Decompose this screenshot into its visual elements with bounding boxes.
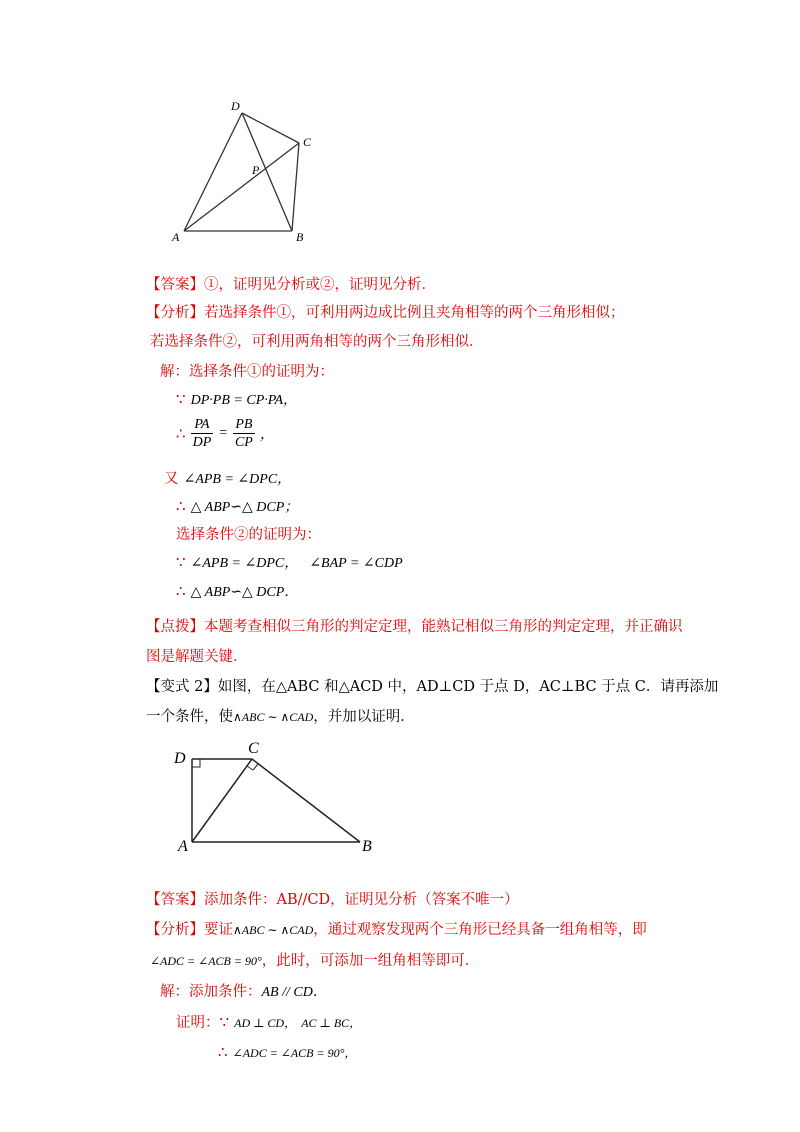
point-text-1: 本题考查相似三角形的判定定理，能熟记相似三角形的判定定理，并正确识 bbox=[204, 619, 683, 635]
step-5b-math: ∠BAP = ∠CDP bbox=[309, 556, 403, 571]
answer-tag: 【答案】 bbox=[146, 277, 204, 293]
segment-AC bbox=[192, 759, 252, 842]
label-B: B bbox=[296, 230, 304, 244]
variant-line-1: 【变式 2】如图，在△ABC 和△ACD 中，AD⊥CD 于点 D，AC⊥BC 于点 C．请再添加 bbox=[146, 679, 719, 695]
comma: ， bbox=[349, 1016, 362, 1030]
step-2 bbox=[176, 416, 274, 451]
diagonal-AC bbox=[184, 143, 299, 231]
equals-sign: = bbox=[218, 425, 228, 441]
analysis-2-line-2 bbox=[150, 951, 479, 971]
analysis-2-line-1 bbox=[146, 920, 647, 940]
solution-2-label: 解：添加条件： bbox=[160, 984, 262, 1000]
step-5a-math: ∠APB = ∠DPC， bbox=[190, 556, 299, 571]
answer-2-line bbox=[146, 890, 519, 910]
comma: ， bbox=[259, 427, 274, 443]
step-1-math: DP·PB = CP·PA， bbox=[190, 393, 298, 408]
segment-CB bbox=[252, 759, 360, 842]
fraction-numerator: PB bbox=[233, 416, 255, 434]
fraction-denominator: DP bbox=[192, 435, 212, 450]
label-A: A bbox=[178, 838, 188, 855]
label-D: D bbox=[174, 750, 186, 767]
proof-line-1 bbox=[176, 1012, 361, 1033]
step-1 bbox=[176, 389, 297, 409]
analysis-line-1 bbox=[146, 303, 625, 323]
therefore-symbol: ∴ bbox=[218, 1043, 228, 1061]
solution-intro: 解：选择条件①的证明为： bbox=[160, 364, 334, 380]
comma: ， bbox=[284, 1016, 297, 1030]
variant-text-a: 一个条件，使 bbox=[146, 709, 233, 725]
point-line-1 bbox=[146, 617, 683, 637]
variant-math: ∧ABC ∼ ∧CAD bbox=[233, 710, 314, 724]
analysis-2-tag: 【分析】 bbox=[146, 922, 204, 938]
solution-2-end: ． bbox=[312, 984, 328, 1000]
because-symbol: ∵ bbox=[219, 1013, 230, 1031]
analysis-2-text-c: ，此时，可添加一组角相等即可． bbox=[261, 953, 480, 969]
fraction-denominator: CP bbox=[234, 435, 253, 450]
also-label: 又 bbox=[164, 471, 179, 487]
proof-2-math: ∠ADC = ∠ACB = 90° bbox=[232, 1046, 345, 1060]
proof-line-2 bbox=[218, 1042, 356, 1061]
because-symbol: ∵ bbox=[176, 390, 186, 408]
therefore-symbol: ∴ bbox=[176, 582, 186, 600]
label-B: B bbox=[362, 838, 372, 855]
label-C: C bbox=[248, 740, 259, 757]
analysis-2-text-b: ，通过观察发现两个三角形已经具备一组角相等，即 bbox=[313, 922, 647, 938]
step-5 bbox=[176, 552, 403, 572]
proof-1b-math: AC ⊥ BC bbox=[301, 1016, 350, 1030]
answer-2-tag: 【答案】 bbox=[146, 892, 204, 908]
step-3 bbox=[164, 468, 291, 489]
segment-CB bbox=[292, 143, 299, 231]
step-6-math: △ ABP∽△ DCP． bbox=[190, 585, 299, 600]
label-P: P bbox=[252, 163, 260, 177]
analysis-2-math-2: ∠ADC = ∠ACB = 90° bbox=[150, 954, 262, 968]
step-6 bbox=[176, 581, 298, 601]
step-3-math: ∠APB = ∠DPC， bbox=[183, 472, 292, 487]
answer-text: ①，证明见分析或②，证明见分析． bbox=[204, 277, 436, 293]
point-line-2: 图是解题关键． bbox=[146, 649, 248, 665]
segment-DC bbox=[242, 113, 299, 143]
therefore-symbol: ∴ bbox=[176, 497, 186, 515]
answer-line bbox=[146, 275, 436, 295]
variant-text-b: ，并加以证明． bbox=[313, 709, 415, 725]
figure-right-triangles bbox=[170, 735, 385, 860]
step-4-math: △ ABP∽△ DCP； bbox=[190, 500, 299, 515]
analysis-text-1: 若选择条件①，可利用两边成比例且夹角相等的两个三角形相似； bbox=[204, 305, 625, 321]
fraction-pb-cp bbox=[233, 416, 255, 451]
variant-line-2 bbox=[146, 707, 415, 727]
solution-2-line bbox=[160, 982, 327, 1003]
because-symbol: ∵ bbox=[176, 553, 186, 571]
proof-1a-math: AD ⊥ CD bbox=[234, 1016, 285, 1030]
figure-quadrilateral bbox=[160, 95, 330, 250]
analysis-2-math: ∧ABC ∼ ∧CAD bbox=[233, 923, 314, 937]
answer-2-text: 添加条件：AB//CD，证明见分析（答案不唯一） bbox=[204, 892, 519, 908]
label-D: D bbox=[231, 99, 240, 113]
label-C: C bbox=[303, 135, 312, 149]
proof-label: 证明： bbox=[176, 1015, 220, 1031]
step-4 bbox=[176, 496, 298, 516]
solution-2-intro: 选择条件②的证明为： bbox=[176, 527, 321, 543]
solution-2-math: AB // CD bbox=[261, 985, 313, 1000]
fraction-pa-dp bbox=[191, 416, 214, 451]
analysis-tag: 【分析】 bbox=[146, 305, 204, 321]
analysis-line-2: 若选择条件②，可利用两角相等的两个三角形相似． bbox=[150, 334, 484, 350]
fraction-numerator: PA bbox=[191, 416, 214, 434]
segment-AD bbox=[184, 113, 242, 231]
label-A: A bbox=[172, 230, 180, 244]
therefore-symbol: ∴ bbox=[176, 424, 186, 443]
point-tag: 【点拨】 bbox=[146, 619, 204, 635]
comma: ， bbox=[344, 1046, 357, 1060]
right-angle-mark-D bbox=[192, 759, 200, 767]
analysis-2-text-a: 要证 bbox=[204, 922, 233, 938]
diagonal-DB bbox=[242, 113, 292, 231]
